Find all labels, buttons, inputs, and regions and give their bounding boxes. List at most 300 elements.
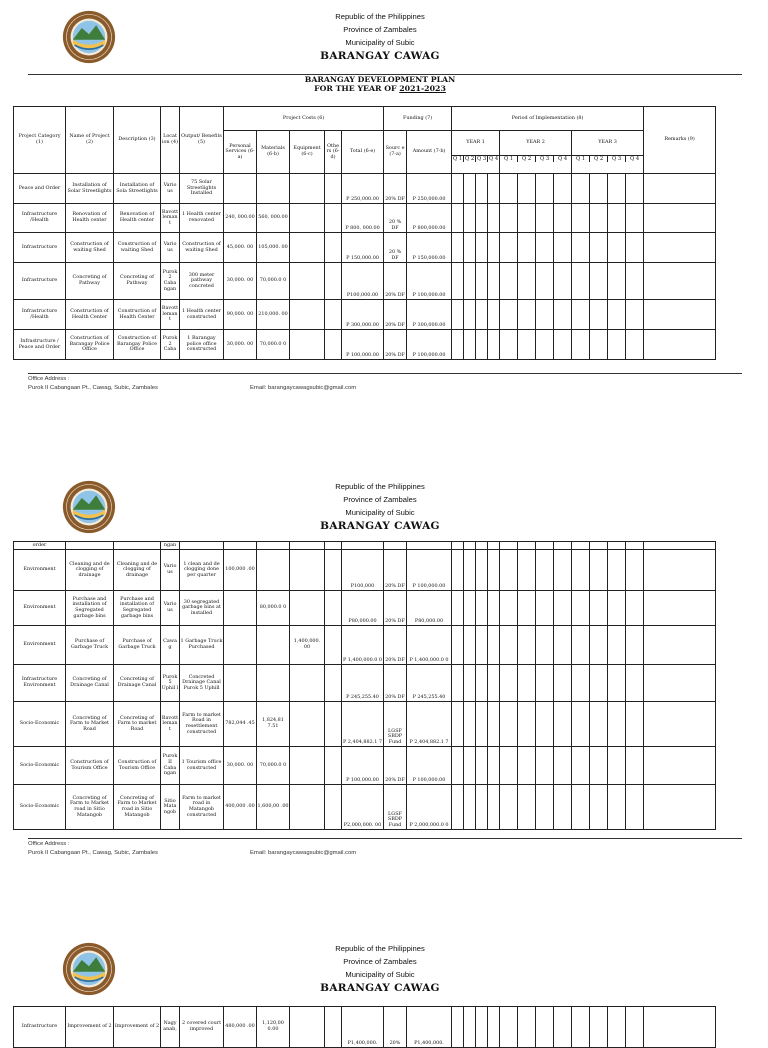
output-cell: 2 covered court improved <box>180 1007 224 1048</box>
total-cell: P 150,000.00 <box>342 233 384 263</box>
total-cell: P 800, 000.00 <box>342 204 384 233</box>
equipment-cell <box>290 1007 325 1048</box>
schedule-cell <box>572 591 644 626</box>
total-cell: P2,000,000. 00 <box>342 785 384 830</box>
materials-cell: 70,000.0 0 <box>257 330 290 360</box>
header-description: Description (3) <box>114 107 161 174</box>
total-cell <box>342 542 384 550</box>
quarter-label: Q 3 <box>536 156 554 162</box>
header-year2: YEAR 2 <box>500 131 572 156</box>
others-cell <box>325 174 342 204</box>
header-personal: Personal Services (6-a) <box>224 131 257 174</box>
materials-cell: 70,000.0 0 <box>257 263 290 300</box>
schedule-cell <box>572 665 644 702</box>
barangay-name: BARANGAY CAWAG <box>320 982 440 994</box>
schedule-cell <box>500 550 572 591</box>
personal-services-cell: 30,000. 00 <box>224 330 257 360</box>
personal-services-cell: 782,044 .45 <box>224 702 257 747</box>
plan-row <box>14 591 744 626</box>
category-cell: Infrastructure /Health <box>14 300 66 330</box>
barangay-seal-logo <box>62 480 116 534</box>
total-cell: P 2,404,882.1 7 <box>342 702 384 747</box>
remarks-cell <box>644 204 716 233</box>
remarks-cell <box>644 300 716 330</box>
output-cell: 1 clean and de clogging done per quarter <box>180 550 224 591</box>
location-cell: Vario us <box>161 550 180 591</box>
materials-cell: 70,000.0 0 <box>257 747 290 785</box>
equipment-cell <box>290 665 325 702</box>
output-cell: Farm to market road in Matangob constructed <box>180 785 224 830</box>
project-name-cell: Concreting of Farm to Market Road <box>66 702 114 747</box>
remarks-cell <box>644 1007 716 1048</box>
category-cell: order <box>14 542 66 550</box>
output-cell: Construction of waiting Shed <box>180 233 224 263</box>
others-cell <box>325 785 342 830</box>
plan-row <box>14 204 744 233</box>
schedule-cell <box>572 300 644 330</box>
personal-services-cell <box>224 626 257 665</box>
materials-cell: 80,000.0 0 <box>257 591 290 626</box>
output-cell: Farm to market Road in resettlement constructed <box>180 702 224 747</box>
others-cell <box>325 665 342 702</box>
remarks-cell <box>644 591 716 626</box>
location-cell: Bavott leman t <box>161 702 180 747</box>
quarter-group <box>572 156 644 174</box>
equipment-cell: 1,400,000. 00 <box>290 626 325 665</box>
header-project-costs: Project Costs (6) <box>224 107 384 131</box>
plan-row <box>14 550 744 591</box>
amount-cell: P 250,000.00 <box>407 174 452 204</box>
source-cell: LGSF SBDP Fund <box>384 702 407 747</box>
description-cell: Concreting of Pathway <box>114 263 161 300</box>
category-cell: Infrastructure <box>14 263 66 300</box>
output-cell: Concreted Drainage Canal Purok 5 Uphill <box>180 665 224 702</box>
amount-cell: P 100,000.00 <box>407 747 452 785</box>
materials-cell: 105,000. 00 <box>257 233 290 263</box>
schedule-cell <box>500 263 572 300</box>
amount-cell: P 150,000.00 <box>407 233 452 263</box>
plan-row <box>14 330 744 360</box>
office-footer <box>28 375 742 393</box>
personal-services-cell: 30,000. 00 <box>224 747 257 785</box>
source-cell: LGSF SBDP Fund <box>384 785 407 830</box>
category-cell: Infrastructure <box>14 1007 66 1048</box>
location-cell: Vario us <box>161 591 180 626</box>
others-cell <box>325 702 342 747</box>
header-period: Period of Implementation (8) <box>452 107 644 131</box>
category-cell: Socio-Economic <box>14 747 66 785</box>
amount-cell: P 245,255.40 <box>407 665 452 702</box>
header-others: Othe rs (6-d) <box>325 131 342 174</box>
quarter-label: Q 2 <box>464 156 475 162</box>
others-cell <box>325 747 342 785</box>
schedule-cell <box>572 263 644 300</box>
materials-cell <box>257 174 290 204</box>
header-funding: Funding (7) <box>384 107 452 131</box>
office-address-label: Office Address : <box>28 841 70 847</box>
schedule-cell <box>500 233 572 263</box>
office-address: Purok II Cabangaan Pt., Cawag, Subic, Zambales <box>28 850 158 856</box>
category-cell: Peace and Order <box>14 174 66 204</box>
schedule-cell <box>452 542 500 550</box>
materials-cell: 1,824,81 7.51 <box>257 702 290 747</box>
office-address: Purok II Cabangaan Pt., Cawag, Subic, Zambales <box>28 385 158 391</box>
output-cell: 75 Solar Streetlights Installed <box>180 174 224 204</box>
materials-cell <box>257 542 290 550</box>
equipment-cell <box>290 747 325 785</box>
schedule-cell <box>572 702 644 747</box>
equipment-cell <box>290 263 325 300</box>
republic-line: Republic of the Philippines <box>335 12 425 21</box>
barangay-name: BARANGAY CAWAG <box>320 520 440 532</box>
plan-title: BARANGAY DEVELOPMENT PLAN <box>304 75 456 84</box>
plan-row <box>14 300 744 330</box>
source-cell: 20% DF <box>384 665 407 702</box>
total-cell: P100,000 <box>342 550 384 591</box>
schedule-cell <box>500 747 572 785</box>
plan-year-line <box>180 84 580 93</box>
schedule-cell <box>500 1007 572 1048</box>
location-cell: Purok 5 Uphil l <box>161 665 180 702</box>
plan-title-block <box>180 75 580 93</box>
schedule-cell <box>452 550 500 591</box>
barangay-seal-logo <box>62 942 116 996</box>
source-cell: 20% DF <box>384 330 407 360</box>
materials-cell: 210,000. 00 <box>257 300 290 330</box>
others-cell <box>325 542 342 550</box>
equipment-cell <box>290 174 325 204</box>
quarter-label: Q 2 <box>590 156 608 162</box>
municipality-line: Municipality of Subic <box>345 970 415 979</box>
source-cell: 20% DF <box>384 591 407 626</box>
letterhead <box>180 10 580 64</box>
equipment-cell <box>290 204 325 233</box>
others-cell <box>325 330 342 360</box>
schedule-cell <box>572 785 644 830</box>
source-cell: 20% DF <box>384 747 407 785</box>
plan-row <box>14 702 744 747</box>
total-cell: P 250,000.00 <box>342 174 384 204</box>
output-cell: 1 Health center renovated <box>180 204 224 233</box>
location-cell: Cawa g <box>161 626 180 665</box>
plan-row <box>14 665 744 702</box>
schedule-cell <box>572 233 644 263</box>
schedule-cell <box>452 174 500 204</box>
category-cell: Environment <box>14 591 66 626</box>
project-name-cell: Concreting of Drainage Canal <box>66 665 114 702</box>
source-cell: 20% DF <box>384 626 407 665</box>
others-cell <box>325 1007 342 1048</box>
plan-row <box>14 542 744 550</box>
location-cell: Purok 2 Caba <box>161 330 180 360</box>
amount-cell: P 2,000,000.0 0 <box>407 785 452 830</box>
category-cell: Infrastructure <box>14 233 66 263</box>
schedule-cell <box>452 1007 500 1048</box>
schedule-cell <box>572 204 644 233</box>
plan-year-prefix: FOR THE YEAR OF <box>314 84 400 93</box>
remarks-cell <box>644 330 716 360</box>
amount-cell: P 1,400,000.0 0 <box>407 626 452 665</box>
project-name-cell: Construction of waiting Shed <box>66 233 114 263</box>
description-cell: Purchase and installation of Segregated garbage bins <box>114 591 161 626</box>
schedule-cell <box>452 233 500 263</box>
schedule-cell <box>500 665 572 702</box>
total-cell: P 1,400,000.0 0 <box>342 626 384 665</box>
location-cell: ngan <box>161 542 180 550</box>
remarks-cell <box>644 233 716 263</box>
description-cell: Construction of Tourism Office <box>114 747 161 785</box>
description-cell: Purchase of Garbage Truck <box>114 626 161 665</box>
project-name-cell: Improvement of 2 <box>66 1007 114 1048</box>
amount-cell: P 800,000.00 <box>407 204 452 233</box>
output-cell: 30 segregated garbage bins at installed <box>180 591 224 626</box>
plan-row <box>14 174 744 204</box>
schedule-cell <box>500 300 572 330</box>
materials-cell: 1,600,00 .00 <box>257 785 290 830</box>
schedule-cell <box>500 174 572 204</box>
project-name-cell: Concreting of Farm to Market road in Sitio Matangob <box>66 785 114 830</box>
category-cell: Socio-Economic <box>14 785 66 830</box>
output-cell: 300 meter pathway concreted <box>180 263 224 300</box>
project-name-cell: Renovation of Health center <box>66 204 114 233</box>
schedule-cell <box>572 174 644 204</box>
schedule-cell <box>452 747 500 785</box>
others-cell <box>325 591 342 626</box>
others-cell <box>325 233 342 263</box>
amount-cell: P 100,000.00 <box>407 263 452 300</box>
header-year1: YEAR 1 <box>452 131 500 156</box>
description-cell: Construction of Barangay Police Office <box>114 330 161 360</box>
development-plan-table-continued <box>13 541 744 830</box>
source-cell: 20% <box>384 1007 407 1048</box>
header-divider <box>28 838 742 839</box>
description-cell: Concreting of Farm to Market road in Sitio Matangob <box>114 785 161 830</box>
description-cell: Installation of Sola Streetlights <box>114 174 161 204</box>
header-total: Total (6-e) <box>342 131 384 174</box>
quarter-group <box>452 156 500 174</box>
plan-row <box>14 233 744 263</box>
remarks-cell <box>644 263 716 300</box>
equipment-cell <box>290 550 325 591</box>
location-cell: Purok II Caba ngan <box>161 747 180 785</box>
output-cell: 1 Barangay police office constructed <box>180 330 224 360</box>
equipment-cell <box>290 330 325 360</box>
schedule-cell <box>572 626 644 665</box>
quarter-label: Q 4 <box>488 156 499 162</box>
remarks-cell <box>644 174 716 204</box>
amount-cell: P1,400,000. <box>407 1007 452 1048</box>
quarter-label: Q 1 <box>572 156 590 162</box>
location-cell: Vario us <box>161 174 180 204</box>
amount-cell: P80,000.00 <box>407 591 452 626</box>
project-name-cell <box>66 542 114 550</box>
remarks-cell <box>644 785 716 830</box>
barangay-seal-logo <box>62 10 116 64</box>
location-cell: Sitio Mata ngob <box>161 785 180 830</box>
schedule-cell <box>452 665 500 702</box>
quarter-label: Q 4 <box>557 156 568 162</box>
schedule-cell <box>452 702 500 747</box>
personal-services-cell <box>224 542 257 550</box>
header-category: Project Category (1) <box>14 107 66 174</box>
output-cell: 1 Garbage Truck Purchased <box>180 626 224 665</box>
total-cell: P1,400,000. <box>342 1007 384 1048</box>
description-cell: Cleaning and de clogging of drainage <box>114 550 161 591</box>
remarks-cell <box>644 542 716 550</box>
barangay-name: BARANGAY CAWAG <box>320 50 440 62</box>
plan-row <box>14 1007 744 1048</box>
total-cell: P80,000.00 <box>342 591 384 626</box>
remarks-cell <box>644 550 716 591</box>
header-divider <box>28 373 742 374</box>
description-cell: Renovation of Health center <box>114 204 161 233</box>
category-cell: Socio-Economic <box>14 702 66 747</box>
project-name-cell: Construction of Health Center <box>66 300 114 330</box>
location-cell: Purok 2 Caba ngan <box>161 263 180 300</box>
schedule-cell <box>500 591 572 626</box>
header-remarks: Remarks (9) <box>644 107 716 174</box>
plan-years: 2021-2023 <box>399 84 446 93</box>
schedule-cell <box>452 330 500 360</box>
schedule-cell <box>572 330 644 360</box>
category-cell: Infrastructure /Health <box>14 204 66 233</box>
municipality-line: Municipality of Subic <box>345 508 415 517</box>
location-cell: Bavott leman t <box>161 204 180 233</box>
office-email: Email: barangaycawagsubic@gmail.com <box>250 385 357 391</box>
materials-cell <box>257 665 290 702</box>
plan-row <box>14 626 744 665</box>
source-cell: 20 % DF <box>384 204 407 233</box>
schedule-cell <box>452 204 500 233</box>
remarks-cell <box>644 747 716 785</box>
province-line: Province of Zambales <box>343 25 417 34</box>
quarter-group <box>500 156 572 174</box>
total-cell: P 100,000.00 <box>342 330 384 360</box>
materials-cell <box>257 626 290 665</box>
republic-line: Republic of the Philippines <box>335 944 425 953</box>
category-cell: Environment <box>14 550 66 591</box>
category-cell: Infrastructure / Peace and Order <box>14 330 66 360</box>
amount-cell: P 2,404,882.1 7 <box>407 702 452 747</box>
header-location: Locat ion (4) <box>161 107 180 174</box>
municipality-line: Municipality of Subic <box>345 38 415 47</box>
description-cell: Construction of waiting Shed <box>114 233 161 263</box>
personal-services-cell: 400,000 .00 <box>224 785 257 830</box>
schedule-cell <box>452 591 500 626</box>
description-cell: Construction of Health Center <box>114 300 161 330</box>
schedule-cell <box>500 204 572 233</box>
office-footer <box>28 840 742 858</box>
source-cell: 20% DF <box>384 550 407 591</box>
header-year3: YEAR 3 <box>572 131 644 156</box>
total-cell: P100,000.00 <box>342 263 384 300</box>
source-cell: 20% DF <box>384 263 407 300</box>
remarks-cell <box>644 665 716 702</box>
source-cell: 20 % DF <box>384 233 407 263</box>
total-cell: P 100,000.00 <box>342 747 384 785</box>
header-materials: Materials (6-b) <box>257 131 290 174</box>
personal-services-cell: 100,000 .00 <box>224 550 257 591</box>
quarter-label: Q 1 <box>452 156 463 162</box>
plan-row <box>14 747 744 785</box>
office-email: Email: barangaycawagsubic@gmail.com <box>250 850 357 856</box>
schedule-cell <box>452 785 500 830</box>
personal-services-cell: 90,000. 00 <box>224 300 257 330</box>
schedule-cell <box>452 263 500 300</box>
materials-cell <box>257 550 290 591</box>
development-plan-table <box>13 106 744 360</box>
location-cell: Bavott leman t <box>161 300 180 330</box>
location-cell: Vario us <box>161 233 180 263</box>
materials-cell: 560, 000.00 <box>257 204 290 233</box>
others-cell <box>325 300 342 330</box>
project-name-cell: Installation of Solar Streetlights <box>66 174 114 204</box>
description-cell: Concreting of Drainage Canal <box>114 665 161 702</box>
others-cell <box>325 626 342 665</box>
personal-services-cell: 480,000 .00 <box>224 1007 257 1048</box>
amount-cell: P 100,000.00 <box>407 550 452 591</box>
header-source: Sourc e (7-a) <box>384 131 407 174</box>
others-cell <box>325 263 342 300</box>
others-cell <box>325 204 342 233</box>
plan-row <box>14 263 744 300</box>
materials-cell: 1,120,00 0.00 <box>257 1007 290 1048</box>
equipment-cell <box>290 702 325 747</box>
letterhead <box>180 480 580 534</box>
personal-services-cell: 45,000. 00 <box>224 233 257 263</box>
source-cell: 20% DF <box>384 300 407 330</box>
amount-cell: P 300,000.00 <box>407 300 452 330</box>
category-cell: Infrastructure Environment <box>14 665 66 702</box>
development-plan-table-page3 <box>13 1006 744 1048</box>
location-cell: Nagy anab, <box>161 1007 180 1048</box>
description-cell <box>114 542 161 550</box>
equipment-cell <box>290 785 325 830</box>
personal-services-cell <box>224 591 257 626</box>
personal-services-cell: 30,000. 00 <box>224 263 257 300</box>
remarks-cell <box>644 626 716 665</box>
schedule-cell <box>572 747 644 785</box>
personal-services-cell <box>224 665 257 702</box>
output-cell <box>180 542 224 550</box>
quarter-label: Q 4 <box>629 156 640 162</box>
schedule-cell <box>500 785 572 830</box>
others-cell <box>325 550 342 591</box>
remarks-cell <box>644 702 716 747</box>
republic-line: Republic of the Philippines <box>335 482 425 491</box>
output-cell: 1 Health center constructed <box>180 300 224 330</box>
header-output: Output/ Benefits (5) <box>180 107 224 174</box>
output-cell: 1 Tourism office constructed <box>180 747 224 785</box>
description-cell: Improvement of 2 <box>114 1007 161 1048</box>
province-line: Province of Zambales <box>343 957 417 966</box>
office-address-label: Office Address : <box>28 376 70 382</box>
project-name-cell: Purchase of Garbage Truck <box>66 626 114 665</box>
source-cell: 20% DF <box>384 174 407 204</box>
schedule-cell <box>572 542 644 550</box>
plan-row <box>14 785 744 830</box>
equipment-cell <box>290 233 325 263</box>
schedule-cell <box>452 626 500 665</box>
schedule-cell <box>572 550 644 591</box>
personal-services-cell: 240, 000.00 <box>224 204 257 233</box>
province-line: Province of Zambales <box>343 495 417 504</box>
equipment-cell <box>290 300 325 330</box>
letterhead <box>180 942 580 996</box>
schedule-cell <box>500 702 572 747</box>
quarter-label: Q 3 <box>608 156 626 162</box>
project-name-cell: Construction of Barangay Police Office <box>66 330 114 360</box>
